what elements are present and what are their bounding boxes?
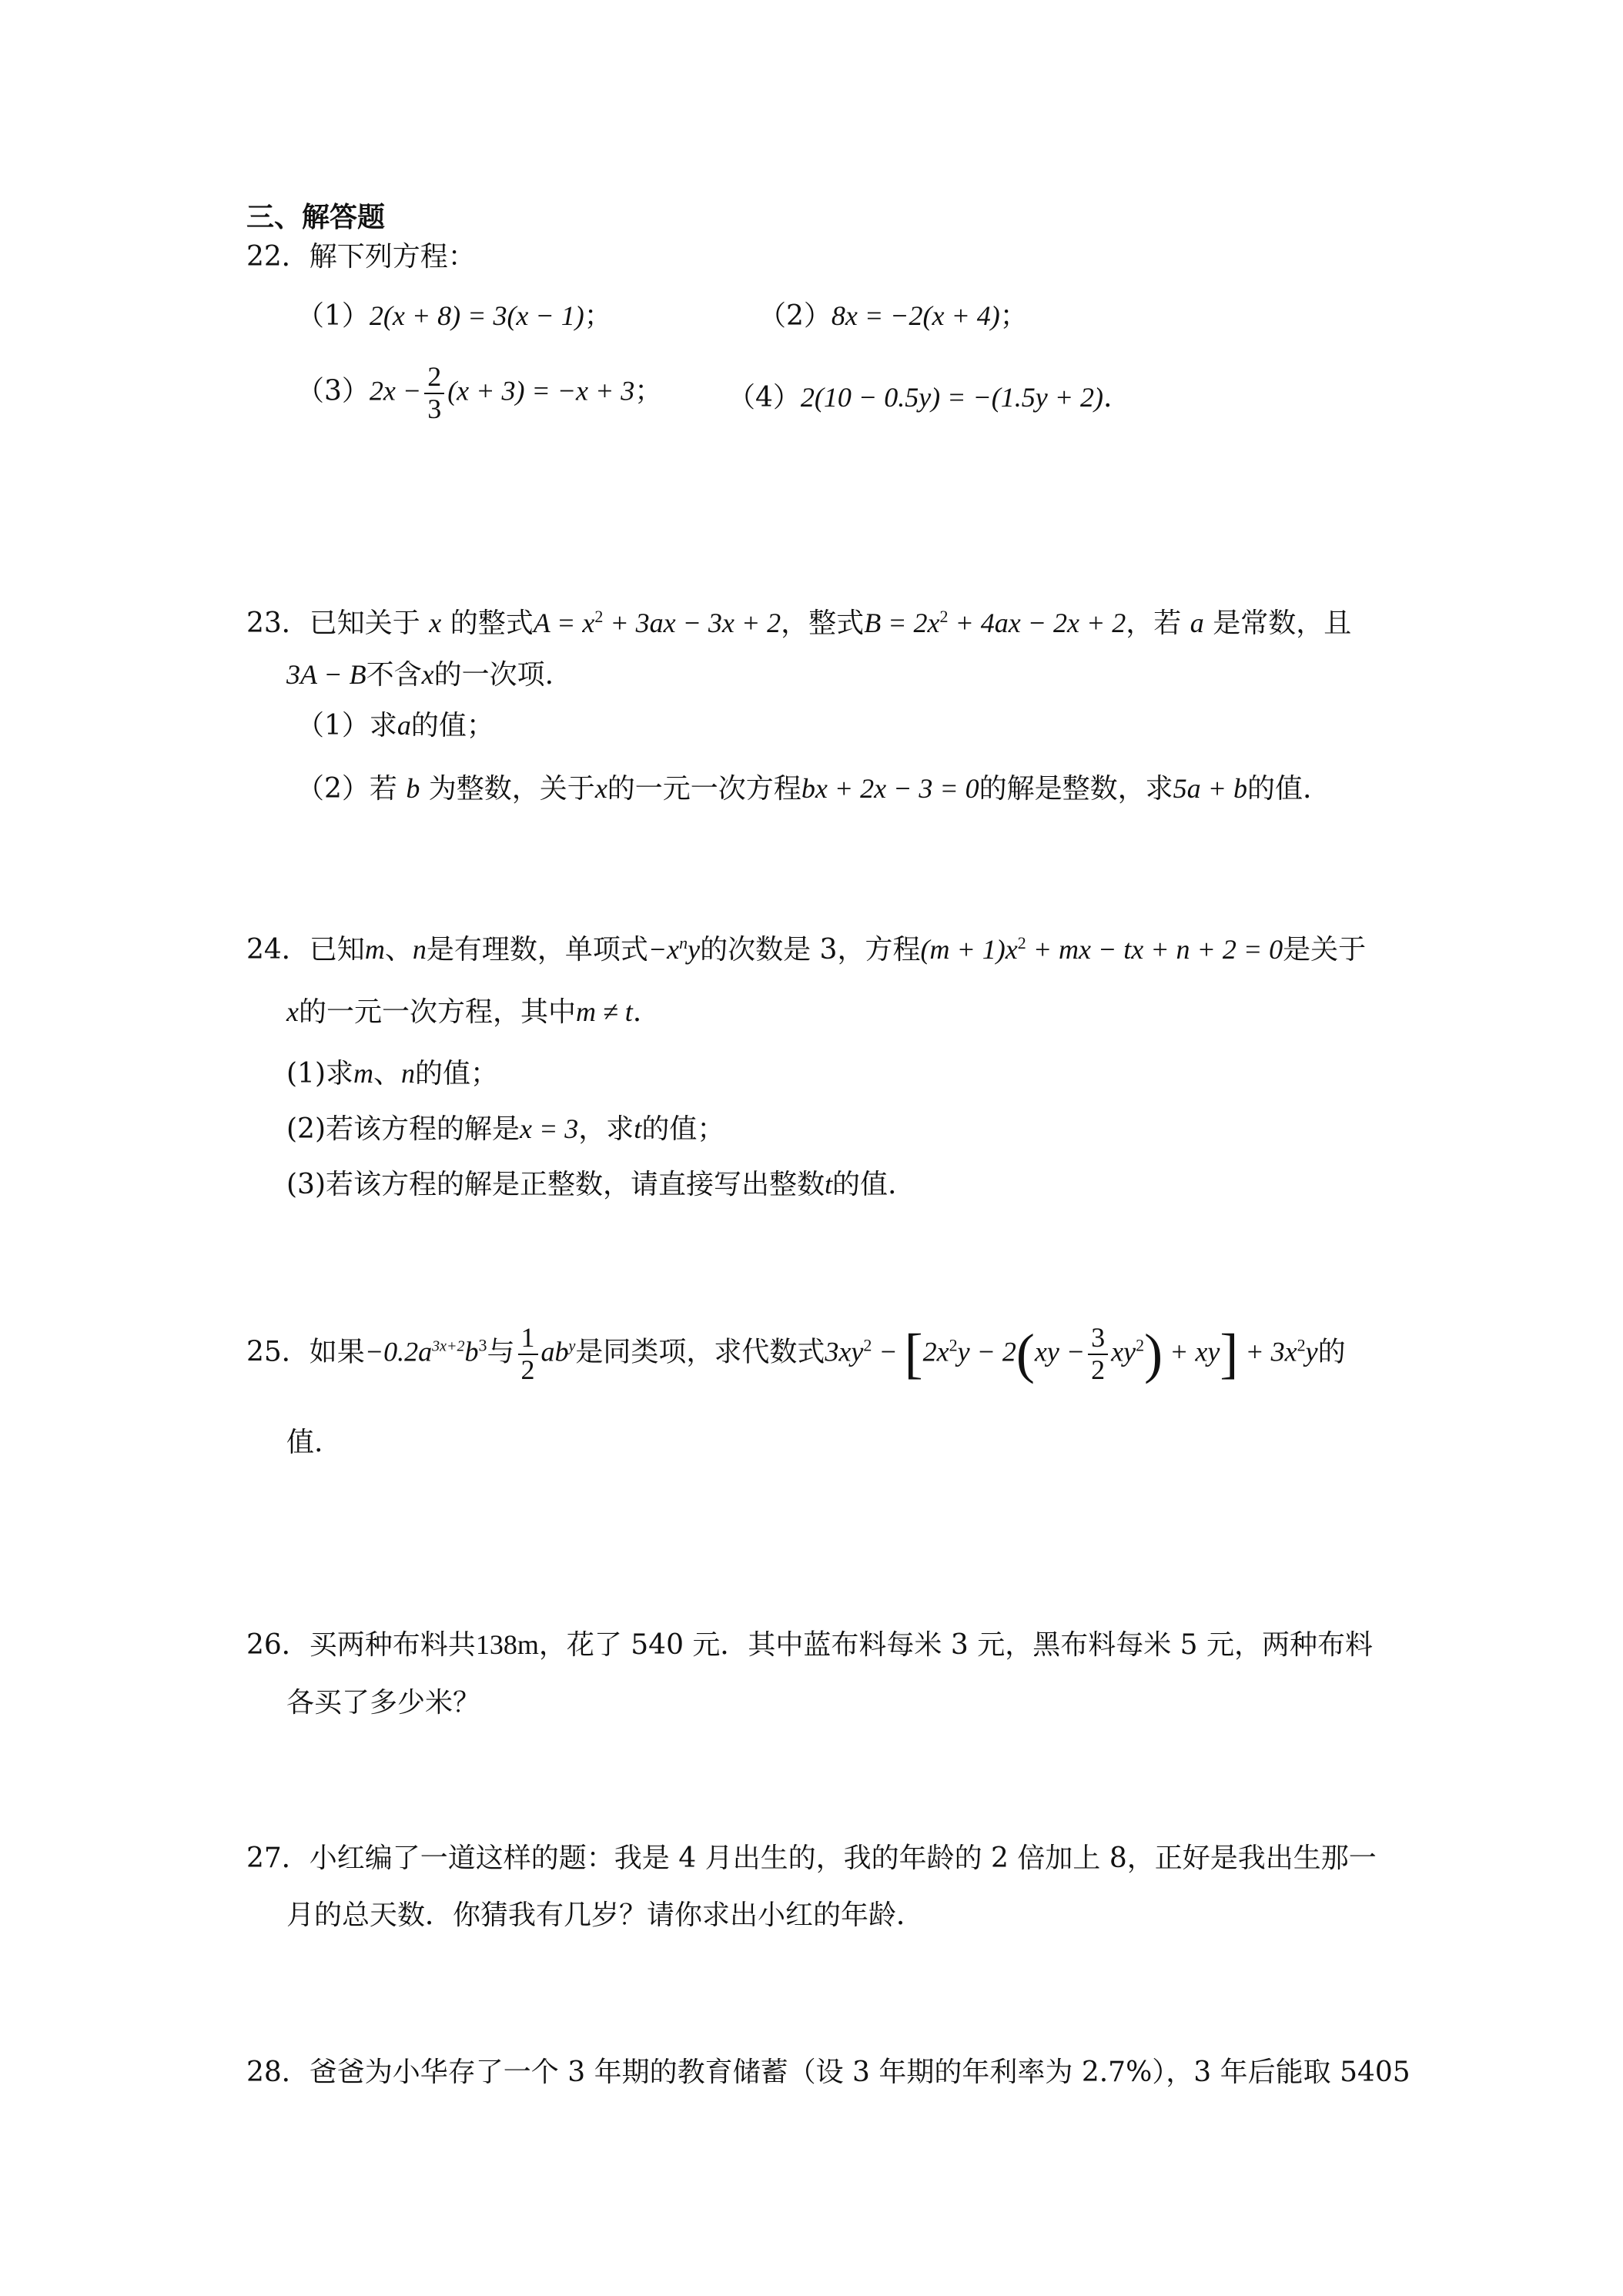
q25-expr: − — [872, 1336, 905, 1367]
q22-p3-post: (x + 3) = −x + 3 — [447, 375, 635, 407]
q23-var-x: x — [421, 659, 434, 690]
q22-p3-denominator: 3 — [427, 393, 442, 424]
q23-var-a: a — [1190, 607, 1204, 638]
q23-expr-B-rest: + 4ax − 2x + 2 — [948, 607, 1126, 638]
q25-fraction-2-num: 3 — [1088, 1323, 1108, 1355]
q24-s1-var-m: m — [353, 1058, 373, 1089]
q23-expr-B-exp: 2 — [939, 607, 949, 626]
q24-text: 的次数是 3，方程 — [700, 934, 921, 966]
q24-condition: m ≠ t — [576, 996, 633, 1027]
q24-equation-rest: + mx − tx + n + 2 = 0 — [1026, 934, 1283, 965]
q27-line-1 — [246, 1842, 1377, 1874]
q24-text: . — [632, 996, 642, 1028]
q24-monomial-exp: n — [679, 933, 688, 952]
q23-sub-2 — [296, 775, 1311, 803]
q24-line-1 — [246, 935, 1366, 964]
q22-p2-equation: 8x = −2(x + 4) — [831, 300, 1000, 331]
q23-line-1 — [246, 608, 1351, 638]
q24-sub-1 — [286, 1059, 498, 1088]
q22-p2-label: （2） — [758, 300, 832, 332]
q25-text: 25．如果 — [246, 1336, 365, 1368]
q23-s1-text: 的值； — [410, 710, 494, 741]
q25-expr: + xy — [1163, 1336, 1220, 1367]
q24-s3-text: 的值. — [832, 1169, 897, 1200]
q22-p4-end: . — [1103, 382, 1113, 413]
q22-p1-equation: 2(x + 8) = 3(x − 1) — [369, 300, 584, 331]
q23-line-2 — [286, 661, 554, 689]
q25-expr: xy — [1111, 1336, 1136, 1367]
section-title — [246, 203, 385, 231]
q25-text: 值. — [286, 1427, 323, 1458]
q27-text: 月的总天数．你猜我有几岁？请你求出小红的年龄． — [286, 1899, 925, 1931]
q22-part-4 — [728, 383, 1112, 412]
q22-p3-numerator: 2 — [424, 362, 444, 394]
q22-p3-pre: 2x − — [369, 375, 422, 407]
q25-left-bracket: [ — [904, 1322, 923, 1384]
q28-line-1 — [246, 2059, 1411, 2087]
q26-line-2 — [286, 1689, 480, 1717]
q24-var-n: n — [412, 934, 427, 965]
q23-expr-A: A = x — [533, 607, 595, 638]
q24-s2-text: ，求 — [578, 1113, 634, 1145]
q23-s2-text: 的值. — [1247, 773, 1312, 805]
q26-text: 26．买两种布料共 — [246, 1629, 476, 1661]
q22-p4-equation: 2(10 − 0.5y) = −(1.5y + 2) — [800, 382, 1103, 413]
q24-sub-3 — [286, 1170, 896, 1199]
q25-monomial-2-exp: y — [568, 1337, 576, 1355]
q23-text: 的整式 — [441, 607, 534, 639]
q25-expr: 2x — [922, 1336, 949, 1367]
q25-text: 与 — [487, 1336, 515, 1368]
q26-line-1 — [246, 1631, 1373, 1659]
q22-p1-label: （1） — [296, 300, 370, 332]
q22-p1-end: ； — [584, 300, 612, 332]
q25-monomial-1-exp: 3x+2 — [432, 1337, 465, 1355]
q23-s2-expr: 5a + b — [1173, 773, 1247, 804]
q24-line-2 — [286, 998, 641, 1026]
q25-text: 是同类项，求代数式 — [575, 1336, 825, 1368]
q24-var-m: m — [364, 934, 385, 965]
q23-s2-equation: bx + 2x − 3 = 0 — [801, 773, 979, 804]
q25-expr: xy − — [1034, 1336, 1086, 1367]
q23-text: 的一次项. — [433, 659, 554, 691]
q25-fraction-2-den: 2 — [1091, 1354, 1106, 1385]
q28-text: 28．爸爸为小华存了一个 3 年期的教育储蓄（设 3 年期的年利率为 2.7%），3 年后能取 5405 — [246, 2057, 1411, 2088]
q22-title-text: 22．解下列方程： — [246, 241, 476, 273]
q23-s1-var-a: a — [397, 710, 411, 741]
q23-text: 是常数，且 — [1203, 607, 1352, 639]
q24-text: 是有理数，单项式 — [426, 934, 648, 966]
q24-s1-text: 的值； — [415, 1058, 499, 1089]
q23-s1-text: （1）求 — [296, 710, 397, 741]
q23-s2-text: 的一元一次方程 — [607, 773, 801, 805]
q24-text: 的一元一次方程，其中 — [298, 996, 576, 1028]
q23-s2-text: 为整数，关于 — [420, 773, 595, 805]
q22-p2-end: ； — [999, 300, 1028, 332]
q23-expr-B: B = 2x — [864, 607, 940, 638]
q24-text: 是关于 — [1283, 934, 1367, 966]
q23-s2-text: （2）若 — [296, 773, 407, 805]
q24-s1-text: (1)求 — [286, 1058, 353, 1089]
q24-equation-exp: 2 — [1017, 933, 1026, 952]
q25-expr: + 3x — [1238, 1336, 1297, 1367]
q23-text: ，整式 — [781, 607, 865, 639]
q22-p3-label: （3） — [296, 375, 370, 407]
q22-part-2 — [758, 302, 1028, 330]
q22-p3-end: ； — [634, 375, 663, 407]
q25-left-paren: ( — [1016, 1322, 1035, 1384]
q24-s1-text: 、 — [373, 1058, 402, 1089]
q25-monomial-2: ab — [540, 1336, 569, 1367]
q26-text: ，花了 540 元．其中蓝布料每米 3 元，黑布料每米 5 元，两种布料 — [538, 1629, 1374, 1661]
q24-s2-text: 的值； — [641, 1113, 725, 1145]
q25-expr: 3xy — [825, 1336, 864, 1367]
q23-expr-A-exp: 2 — [594, 607, 604, 626]
q24-s3-text: (3)若该方程的解是正整数，请直接写出整数 — [286, 1169, 825, 1200]
q23-text: 23．已知关于 — [246, 607, 430, 639]
q25-monomial-1-b-exp: 3 — [478, 1335, 487, 1355]
q25-expr-exp: 2 — [863, 1335, 872, 1355]
q24-s1-var-n: n — [401, 1058, 416, 1089]
q25-expr-exp: 2 — [1297, 1335, 1306, 1355]
q24-text: 、 — [384, 934, 413, 966]
q25-fraction-1-den: 2 — [520, 1354, 535, 1385]
q26-text: 各买了多少米？ — [286, 1687, 481, 1719]
q27-line-2 — [286, 1899, 925, 1931]
q23-s2-text: 的解是整数，求 — [979, 773, 1173, 805]
section-title-text: 三、解答题 — [246, 201, 386, 233]
q22-p4-label: （4） — [728, 382, 801, 413]
q25-expr: y − 2 — [957, 1336, 1016, 1367]
q26-quantity: 138m — [475, 1629, 539, 1660]
q24-text: 24．已知 — [246, 934, 365, 966]
q22-part-1 — [296, 302, 612, 330]
q23-text: ，若 — [1126, 607, 1190, 639]
q25-text: 的 — [1317, 1336, 1346, 1368]
q23-s2-var-x: x — [594, 773, 607, 804]
q24-s2-var-t: t — [634, 1113, 642, 1144]
q22-part-3 — [296, 362, 662, 424]
q25-line-2 — [286, 1429, 323, 1457]
q23-s2-var-b: b — [406, 773, 420, 804]
q23-var-x: x — [429, 607, 442, 638]
q24-sub-2 — [286, 1115, 724, 1143]
q25-fraction-1-num: 1 — [518, 1323, 538, 1355]
q25-fraction-1 — [518, 1323, 538, 1385]
q25-fraction-2 — [1088, 1323, 1108, 1385]
q23-expr-3A-B: 3A − B — [286, 659, 366, 690]
q24-s2-equation: x = 3 — [520, 1113, 579, 1144]
q25-right-bracket: ] — [1220, 1322, 1239, 1384]
q22-title — [246, 243, 476, 271]
q25-right-paren: ) — [1144, 1322, 1163, 1384]
q25-expr-exp: 2 — [949, 1335, 958, 1355]
q25-line-1 — [246, 1323, 1346, 1385]
q25-monomial-1: −0.2a — [364, 1336, 433, 1367]
q25-expr: y — [1305, 1336, 1318, 1367]
q24-s3-var-t: t — [825, 1169, 833, 1200]
q25-expr-exp: 2 — [1136, 1335, 1145, 1355]
q23-sub-1 — [296, 711, 494, 740]
q23-text: 不含 — [366, 659, 422, 691]
q24-monomial-y: y — [688, 934, 701, 965]
q25-monomial-1-b: b — [464, 1336, 479, 1367]
q24-equation: (m + 1)x — [920, 934, 1018, 965]
q23-expr-A-rest: + 3ax − 3x + 2 — [603, 607, 781, 638]
q24-var-x: x — [286, 996, 299, 1027]
q24-s2-text: (2)若该方程的解是 — [286, 1113, 520, 1145]
q22-p3-fraction — [424, 362, 444, 424]
q24-monomial: −x — [648, 934, 680, 965]
q27-text: 27．小红编了一道这样的题：我是 4 月出生的，我的年龄的 2 倍加上 8，正好是我出生那一 — [246, 1842, 1377, 1874]
